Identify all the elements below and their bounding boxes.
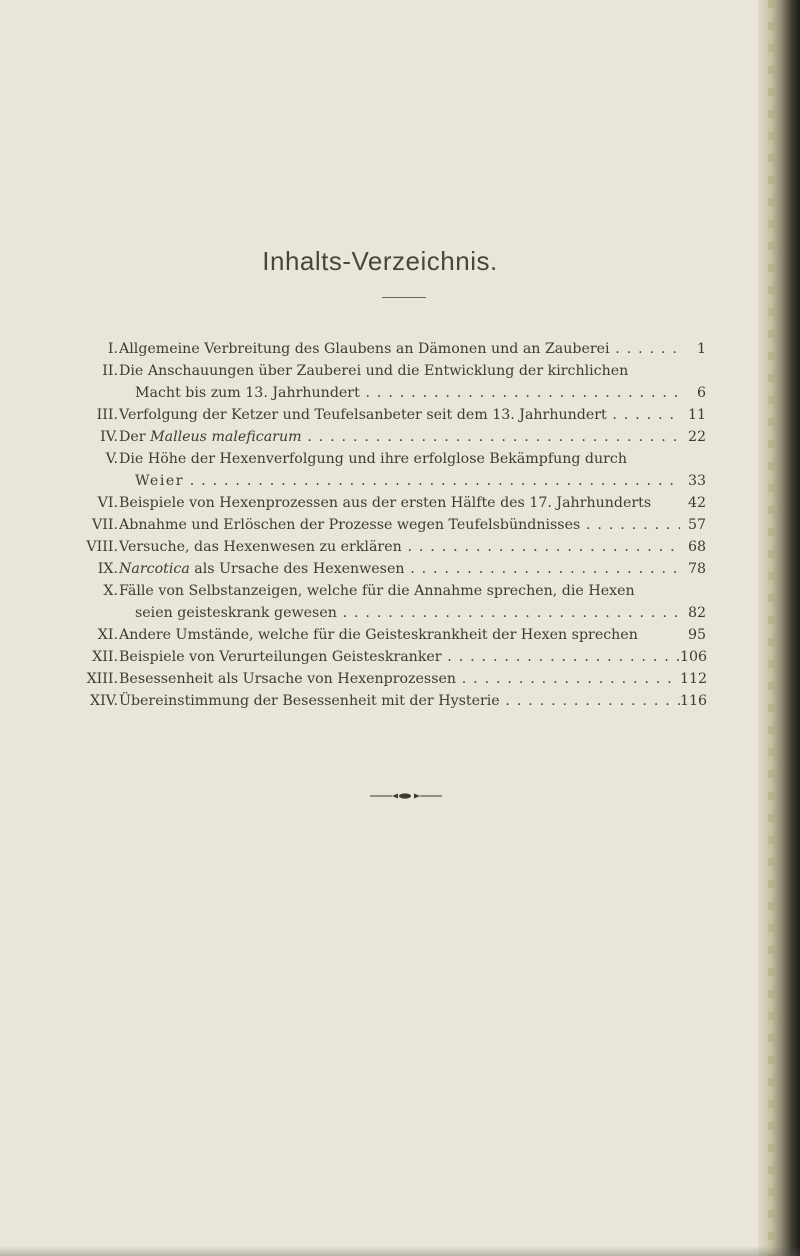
entry-number: IX. [97,561,118,577]
book-page-edge [758,0,800,1256]
toc-entry [66,580,706,624]
entry-title: Die Höhe der Hexenverfolgung und ihre erfolglose Bekämpfung durch Weier . . . [119,448,680,492]
toc-entry [66,404,706,426]
toc-entry [66,624,706,646]
entry-page: 68 [687,539,706,555]
toc-entry [66,492,706,514]
toc-entry [66,646,706,668]
title-rule [382,297,426,298]
entry-title: Abnahme und Erlöschen der Prozesse wegen Teufelsbündnisses . . . [119,514,680,536]
entry-number: VIII. [86,539,118,555]
entry-page: 11 [687,407,706,423]
toc-entry [66,426,706,448]
entry-number: V. [105,451,118,467]
entry-title: Allgemeine Verbreitung des Glaubens an Dämonen und an Zauberei . . . [119,338,680,360]
toc-entry [66,448,706,492]
toc-entry [66,536,706,558]
toc-entry [66,558,706,580]
entry-title: Fälle von Selbstanzeigen, welche für die Annahme sprechen, die Hexen seien geisteskrank gewesen . . . [119,580,680,624]
toc-entry [66,514,706,536]
entry-number: XIV. [90,693,118,709]
table-of-contents [66,338,706,712]
entry-page: 78 [687,561,706,577]
entry-title: Verfolgung der Ketzer und Teufelsanbeter seit dem 13. Jahrhundert . . . [119,404,680,426]
entry-page: 95 [687,627,706,643]
entry-title: Versuche, das Hexenwesen zu erklären . . . [119,536,680,558]
entry-page: 22 [687,429,706,445]
entry-title: Besessenheit als Ursache von Hexenprozessen . . . [119,668,680,690]
entry-page: 42 [687,495,706,511]
entry-page: 106 [680,649,708,665]
entry-page: 1 [696,341,706,357]
entry-number: VII. [92,517,118,533]
entry-title: Andere Umstände, welche für die Geisteskrankheit der Hexen sprechen [119,627,638,643]
entry-number: XI. [97,627,118,643]
entry-title: Beispiele von Verurteilungen Geisteskranker . . . [119,646,680,668]
bottom-shadow [0,1246,800,1256]
entry-page: 116 [680,693,708,709]
toc-entry [66,360,706,404]
entry-title: Der Malleus maleficarum . . . [119,426,680,448]
page-title: Inhalts-Verzeichnis. [262,246,498,276]
toc-entry [66,338,706,360]
entry-number: VI. [97,495,118,511]
entry-number: XIII. [86,671,118,687]
entry-page: 82 [687,605,706,621]
entry-number: II. [102,363,118,379]
toc-entry [66,668,706,690]
entry-number: III. [96,407,118,423]
entry-number: XII. [92,649,118,665]
entry-number: IV. [100,429,118,445]
entry-page: 6 [696,385,706,401]
entry-title: Narcotica als Ursache des Hexenwesen . . . [119,558,680,580]
entry-title: Die Anschauungen über Zauberei und die Entwicklung der kirchlichen Macht bis zum 13. Jahrhundert . . . [119,360,680,404]
entry-title: Beispiele von Hexenprozessen aus der ersten Hälfte des 17. Jahrhunderts [119,495,652,511]
entry-number: I. [107,341,118,357]
entry-title: Übereinstimmung der Besessenheit mit der Hysterie . . . [119,690,680,712]
ornamental-divider-icon [370,792,442,800]
entry-page: 57 [687,517,706,533]
entry-page: 33 [687,473,706,489]
entry-page: 112 [680,671,708,687]
entry-number: X. [103,583,118,599]
toc-entry [66,690,706,712]
